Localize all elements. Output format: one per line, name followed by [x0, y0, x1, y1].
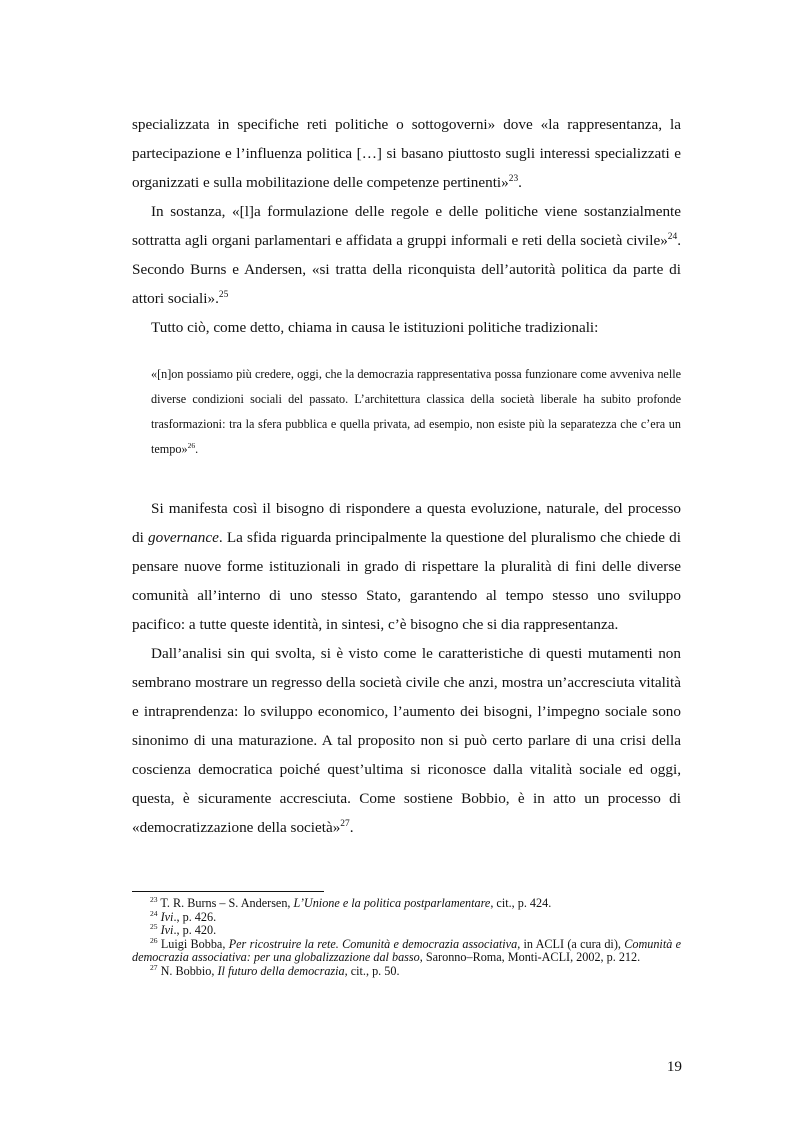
- footnote-27: $^{27}$ N. Bobbio, Il futuro della democrazia, cit., p. 50.: [150, 962, 400, 978]
- paragraph-1: specializzata in specifiche reti politiche o sottogoverni» dove «la rappresentanza, la partecipazione e l’influenza politica […] si basano piuttosto sugli interessi specializzati e organizzati e sulla mobilitazione delle competenze pertinenti»$^{23}$.: [132, 116, 681, 191]
- paragraph-5: Dall’analisi sin qui svolta, si è visto come le caratteristiche di questi mutamenti non sembrano mostrare un regresso della società civile che anzi, mostra un’accresciuta vitalità e intraprendenza: lo sviluppo economico, l’aumento dei bisogni, l’impegno sociale sono sinonimo di una maturazione. A tal proposito non si può certo parlare di una crisi della coscienza democratica poiché quest’ultima si riconosce dalla vitalità sociale ed oggi, questa, è sicuramente accresciuta. Come sostiene Bobbio, è in atto un processo di «democratizzazione della società»$^{27}$.: [132, 645, 681, 836]
- footnote-ref-24[interactable]: 24: [667, 231, 678, 242]
- footnote-23: $^{23}$ T. R. Burns – S. Andersen, L’Unione e la politica postparlamentare, cit., p. 424.: [150, 894, 552, 910]
- paragraph-4: Si manifesta così il bisogno di rispondere a questa evoluzione, naturale, del processo di governance. La sfida riguarda principalmente la questione del pluralismo che chiede di pensare nuove forme istituzionali in grado di rispettare la pluralità di fini delle diverse comunità all’interno di uno stesso Stato, garantendo al tempo stesso uno sviluppo pacifico: a tutte queste identità, in sintesi, c’è bisogno che si dia rappresentanza.: [132, 500, 681, 633]
- footnote-ref-27[interactable]: 27: [340, 818, 350, 829]
- term-governance: governance: [148, 529, 219, 546]
- paragraph-2: In sostanza, «[l]a formulazione delle regole e delle politiche viene sostanzialmente sottratta agli organi parlamentari e affidata a gruppi informali e reti della società civile»$^{24}$. Secondo Burns e Andersen, «si tratta della riconquista dell’autorità politica da parte di attori sociali».$^{25}$: [132, 203, 681, 307]
- footnote-24: $^{24}$ Ivi., p. 426.: [150, 908, 217, 924]
- footnote-separator: [132, 891, 324, 892]
- footnotes: [132, 894, 681, 978]
- body-text: [132, 110, 681, 842]
- footnote-26: $^{26}$ Luigi Bobba, Per ricostruire la rete. Comunità e democrazia associativa, in ACLI (a cura di), Comunità e democrazia associativa: per una globalizzazione dal basso, Saronno–Roma, Monti-ACLI, 2002, p. 212.: [132, 935, 681, 964]
- block-quote: «[n]on possiamo più credere, oggi, che la democrazia rappresentativa possa funzionare come avveniva nelle diverse condizioni sociali del passato. L’architettura classica della società liberale ha subito profonde trasformazioni: tra la sfera pubblica e quella privata, ad esempio, non esiste più la separatezza che c’era un tempo»$^{26}$.: [151, 367, 681, 456]
- paragraph-3: Tutto ciò, come detto, chiama in causa le istituzioni politiche tradizionali:: [151, 319, 599, 336]
- footnote-ref-25[interactable]: 25: [218, 289, 229, 300]
- footnote-25: $^{25}$ Ivi., p. 420.: [150, 921, 217, 937]
- footnote-ref-23[interactable]: 23: [508, 173, 519, 184]
- page-number: 19: [666, 1058, 682, 1075]
- footnote-ref-26[interactable]: 26: [187, 440, 196, 450]
